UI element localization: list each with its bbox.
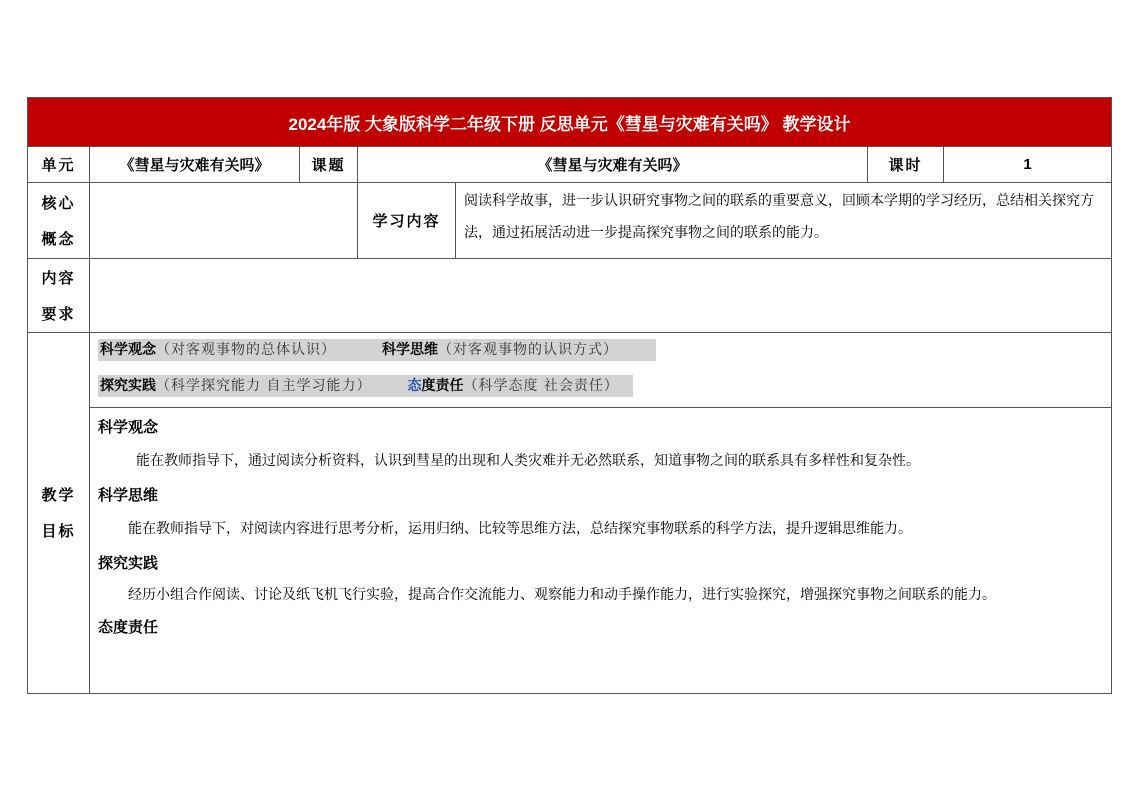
unit-row — [28, 147, 1112, 183]
core-concept-label-line2: 概念 — [41, 229, 76, 248]
section-heading-science-concept: 科学观念 — [98, 418, 159, 436]
goal-details-cell — [90, 408, 1112, 694]
period-label: 课时 — [868, 147, 944, 183]
core-concept-label — [28, 183, 90, 259]
tag-attitude-first-char: 态 — [407, 378, 422, 394]
content-requirements-label-line1: 内容 — [41, 268, 76, 287]
tag-inquiry-practice-note: （科学探究能力 自主学习能力） — [156, 378, 372, 394]
tag-science-thinking-note: （对客观事物的认识方式） — [438, 342, 618, 358]
tag-attitude-responsibility — [405, 375, 632, 397]
document-title: 2024年版 大象版科学二年级下册 反思单元《彗星与灾难有关吗》 教学设计 — [28, 98, 1112, 147]
tag-science-thinking-name: 科学思维 — [382, 342, 438, 358]
content-requirements-value — [90, 259, 1112, 333]
goal-tags-line-1 — [90, 333, 1111, 369]
goal-tags-line-2 — [90, 369, 1111, 405]
goal-tags-cell — [90, 333, 1112, 408]
topic-label: 课题 — [300, 147, 358, 183]
tag-science-concept-name: 科学观念 — [100, 342, 156, 358]
section-text-inquiry-practice: 经历小组合作阅读、讨论及纸飞机飞行实验，提高合作交流能力、观察能力和动手操作能力，进行实验探究，增强探究事物之间联系的能力。 — [128, 587, 996, 603]
content-requirements-label — [28, 259, 90, 333]
tag-science-concept-note: （对客观事物的总体认识） — [156, 342, 336, 358]
tag-science-concept — [98, 339, 380, 361]
lesson-plan-table — [27, 97, 1112, 694]
period-value: 1 — [944, 147, 1112, 183]
unit-value: 《彗星与灾难有关吗》 — [90, 147, 300, 183]
tag-inquiry-practice-name: 探究实践 — [100, 378, 156, 394]
content-requirements-row — [28, 259, 1112, 333]
title-row — [28, 98, 1112, 147]
content-requirements-label-line2: 要求 — [41, 304, 76, 323]
section-heading-science-thinking: 科学思维 — [98, 486, 159, 504]
core-concept-row — [28, 183, 1112, 259]
section-heading-inquiry-practice: 探究实践 — [98, 554, 159, 572]
tag-science-thinking — [380, 339, 656, 361]
goal-tags-row — [28, 333, 1112, 408]
teaching-goals-label-line2: 目标 — [41, 522, 76, 540]
learning-content-label: 学习内容 — [358, 183, 456, 259]
teaching-goals-label — [28, 333, 90, 694]
topic-value: 《彗星与灾难有关吗》 — [358, 147, 868, 183]
core-concept-label-line1: 核心 — [41, 193, 76, 212]
section-heading-attitude-responsibility: 态度责任 — [98, 618, 159, 636]
tag-attitude-rest: 度责任 — [421, 378, 464, 394]
tag-attitude-note: （科学态度 社会责任） — [463, 378, 619, 394]
unit-label: 单元 — [28, 147, 90, 183]
section-text-science-concept: 能在教师指导下，通过阅读分析资料，认识到彗星的出现和人类灾难并无必然联系，知道事物之间的联系具有多样性和复杂性。 — [136, 453, 920, 469]
core-concept-value — [90, 183, 358, 259]
tag-inquiry-practice — [98, 375, 405, 397]
learning-content-text: 阅读科学故事，进一步认识研究事物之间的联系的重要意义，回顾本学期的学习经历，总结相关探究方法，通过拓展活动进一步提高探究事物之间的联系的能力。 — [464, 193, 1094, 241]
goal-details-row — [28, 408, 1112, 694]
section-text-science-thinking: 能在教师指导下，对阅读内容进行思考分析，运用归纳、比较等思维方法，总结探究事物联系的科学方法，提升逻辑思维能力。 — [128, 521, 912, 537]
teaching-goals-label-line1: 教学 — [41, 486, 76, 504]
